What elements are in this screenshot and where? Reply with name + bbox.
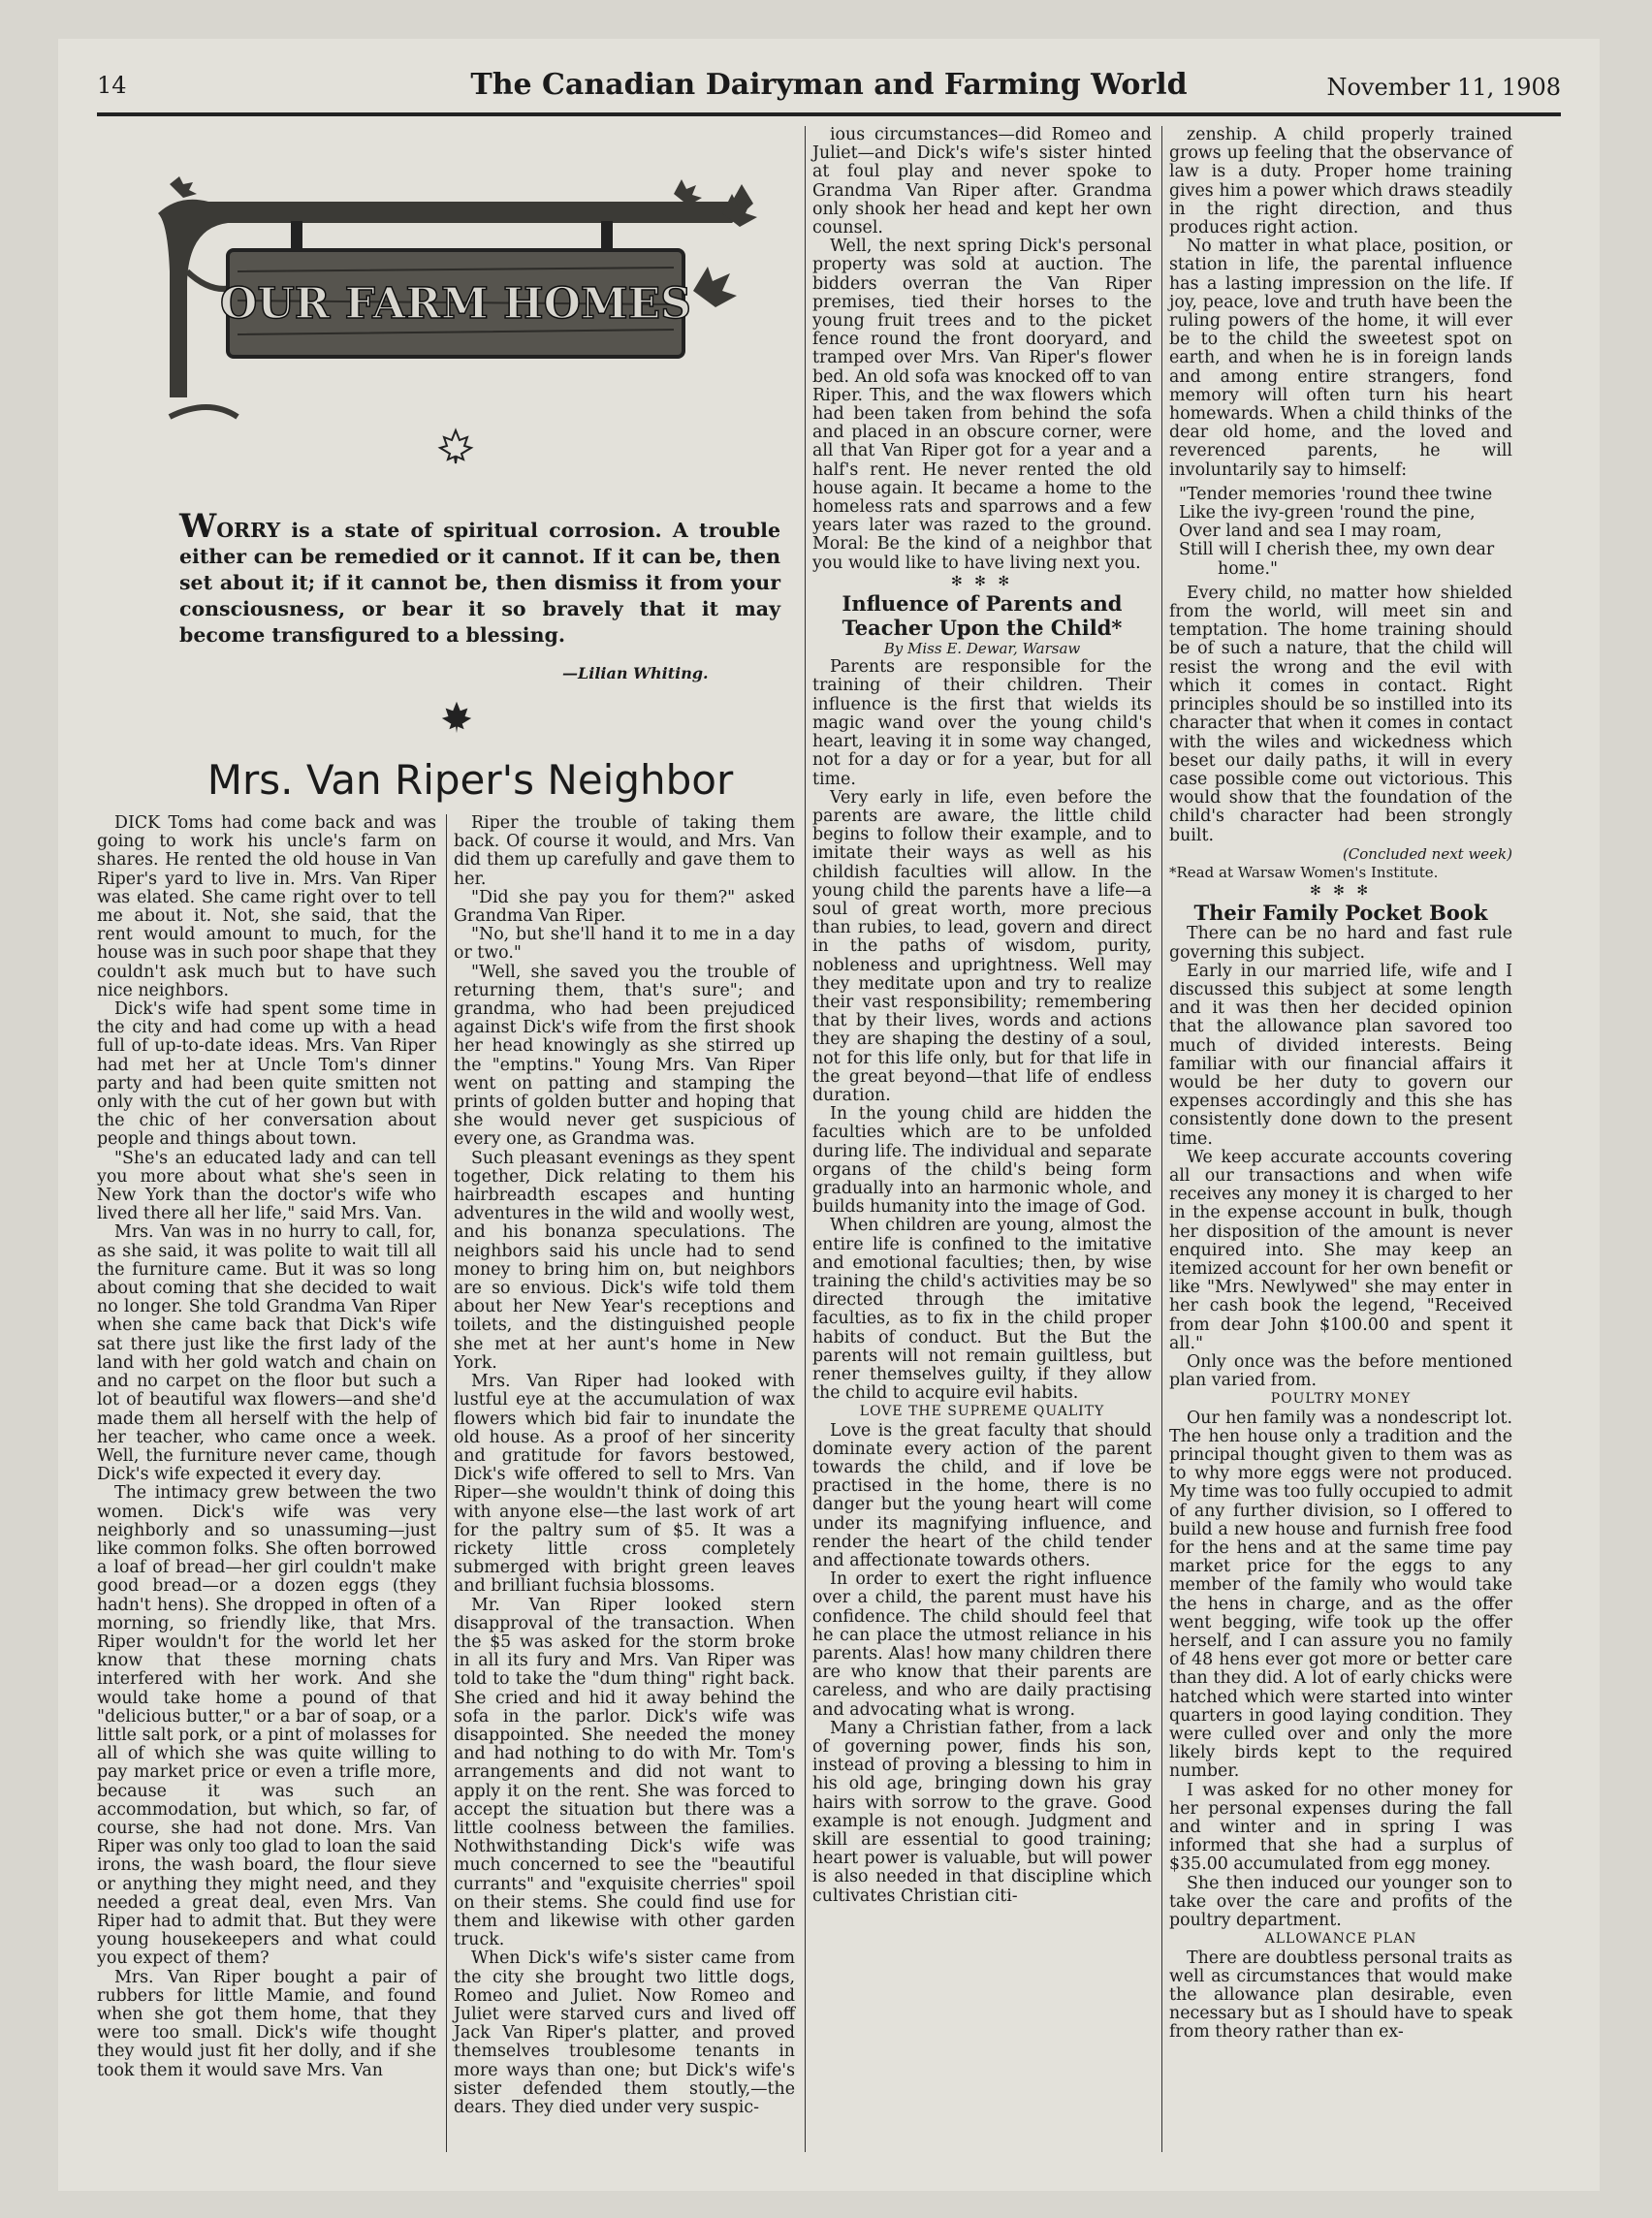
paragraph: DICK Toms had come back and was going to work his uncle's farm on shares. He rented the old house in Van Riper's yard to live in. Mrs. Van Riper was elated. She came right over to tell me about it. Not, she said, that the rent would amount to much, for the house was in such poor shape that they couldn't ask much but to have such nice neighbors. [97, 813, 436, 1000]
paragraph: "No, but she'll hand it to me in a day or two." [454, 925, 795, 964]
quote-attribution: —Lilian Whiting. [562, 664, 709, 682]
publication-title: The Canadian Dairyman and Farming World [470, 68, 1188, 102]
story-column-2 [454, 814, 795, 2117]
column-4 [1169, 126, 1512, 2043]
ornament-divider: ✻ ✻ ✻ [950, 573, 1014, 589]
newspaper-page [58, 39, 1600, 2191]
maple-leaf-icon-filled [438, 698, 475, 735]
column-rule [805, 126, 806, 2152]
paragraph: No matter in what place, position, or station in life, the parental influence has a lasting impression on the life. If joy, peace, love and truth have been the ruling powers of the home, it will ever be to the child the sweetest spot on earth, and when he is in foreign lands and among entire strangers, fond memory will often turn his heart homewards. When a child thinks of the dear old home, and the loved and reverenced parents, he will involuntarily say to himself: [1169, 237, 1512, 480]
paragraph: "She's an educated lady and can tell you more about what she's seen in New York than the doctor's wife who lived there all her life," said Mrs. Van. [97, 1148, 436, 1224]
paragraph: Riper the trouble of taking them back. Of course it would, and Mrs. Van did them up carefully and gave them to her. [454, 813, 795, 889]
paragraph: There can be no hard and fast rule governing this subject. [1169, 924, 1512, 963]
paragraph: Mrs. Van Riper bought a pair of rubbers for little Mamie, and found when she got them home, that they were too small. Dick's wife thought they would just fit her dolly, and if she took them it would save Mrs. Van [97, 1967, 436, 2080]
pocketbook-headline: Their Family Pocket Book [1193, 901, 1488, 926]
poem-line: home." [1218, 558, 1278, 579]
paragraph: When Dick's wife's sister came from the city she brought two little dogs, Romeo and Juliet. Now Romeo and Juliet were starved curs and lived off Jack Van Riper's platter, and proved themselves troublesome tenants in more ways than one; but Dick's wife's sister defended them stoutly,—the dears. They died under very suspic- [454, 1949, 795, 2118]
column-rule [446, 814, 447, 2152]
worry-quote [179, 507, 780, 649]
banner-text: OUR FARM HOMES [220, 279, 691, 329]
header-rule [97, 112, 1561, 116]
paragraph: In the young child are hidden the faculties which are to be unfolded during life. The individual and separate organs of the child's being form gradually into an harmonic whole, and builds humanity into the image of God. [812, 1104, 1152, 1218]
poem-line: Still will I cherish thee, my own dear [1179, 540, 1495, 560]
paragraph: Love is the great faculty that should dominate every action of the parent towards the child, and if love be practised in the home, there is no danger but the young heart will come under its magnifying influence, and render the heart of the child tender and affectionate towards others. [812, 1420, 1152, 1571]
paragraph: In order to exert the right influence over a child, the parent must have his confidence. The child should feel that he can place the utmost reliance in his parents. Alas! how many children there are who know that their parents are careless, and who are daily practising and advocating what is wrong. [812, 1569, 1152, 1720]
paragraph: She then induced our younger son to take over the care and profits of the poultry department. [1169, 1873, 1512, 1931]
issue-date: November 11, 1908 [1326, 74, 1561, 101]
paragraph: "Did she pay you for them?" asked Grandma Van Riper. [454, 887, 795, 927]
story-column-1 [97, 814, 436, 2080]
poem-line: Like the ivy-green 'round the pine, [1179, 503, 1476, 523]
ornament-divider: ✻ ✻ ✻ [1309, 883, 1373, 900]
paragraph: Well, the next spring Dick's personal property was sold at auction. The bidders overran the Van Riper premises, tied their horses to the young fruit trees and to the picket fence round the front dooryard, and tramped over Mrs. Van Riper's flower bed. An old sofa was knocked off to van Riper. This, and the wax flowers which had been taken from behind the sofa and placed in an obscure corner, were all that Van Riper got for a year and a half's rent. He never rented the old house again. It became a home to the homeless rats and sparrows and a few years later was razed to the ground. Moral: Be the kind of a neighbor that you would like to have living next you. [812, 237, 1152, 573]
page-header [97, 68, 1561, 111]
footnote: *Read at Warsaw Women's Institute. [1169, 863, 1439, 881]
poultry-subhead: POULTRY MONEY [1270, 1391, 1412, 1408]
quote-initial: W [179, 507, 217, 546]
paragraph: Mr. Van Riper looked stern disapproval of the transaction. When the $5 was asked for the storm broke in all its fury and Mrs. Van Riper was told to take the "dum thing" right back. She cried and hid it away behind the sofa in the parlor. Dick's wife was disappointed. She needed the money and had nothing to do with Mr. Tom's arrangements and did not want to apply it on the rent. She was forced to accept the situation but there was a little coolness between the families. Nothwithstanding Dick's wife was much concerned to see the "beautiful currants" and "exquisite cherries" spoil on their stems. She could find use for them and likewise with other garden truck. [454, 1595, 795, 1950]
paragraph: Our hen family was a nondescript lot. The hen house only a tradition and the principal thought given to them was as to why more eggs were not produced. My time was too fully occupied to admit of any further division, so I offered to build a new house and furnish free food for the hens and at the same time pay market price for the eggs to any member of the family who would take the hens in charge, and as the offer went begging, wife took up the offer herself, and I can assure you no family of 48 hens ever got more or better care than they did. A lot of early chicks were hatched which were started into winter quarters in good laying condition. They were culled over and only the more likely birds kept to the required number. [1169, 1408, 1512, 1782]
paragraph: The intimacy grew between the two women. Dick's wife was very neighborly and so unassuming—just like common folks. She often borrowed a loaf of bread—her girl couldn't make good bread—or a dozen eggs (they hadn't hens). She dropped in often of a morning, so friendly like, that Mrs. Riper wouldn't for the world let her know that these morning chats interfered with her work. And she would take home a pound of that "delicious butter," or a bar of soap, or a little salt pork, or a pint of molasses for all of which she was quite willing to pay market price or even a trifle more, because it was such an accommodation, but which, so far, of course, she had not done. Mrs. Van Riper was only too glad to loan the said irons, the wash board, the flour sieve or anything they might need, and they needed a great deal, even Mrs. Van Riper had to admit that. But they were young housekeepers and what could you expect of them? [97, 1483, 436, 1969]
poem-line: "Tender memories 'round thee twine [1179, 484, 1493, 504]
paragraph: zenship. A child properly trained grows up feeling that the observance of law is a duty. Proper home training gives him a power which draws steadily in the right direction, and thus produces right action. [1169, 125, 1512, 238]
paragraph: Dick's wife had spent some time in the city and had come up with a head full of up-to-date ideas. Mrs. Van Riper had met her at Uncle Tom's dinner party and had been quite smitten not only with the cut of her gown but with the chic of her conversation about people and things about town. [97, 999, 436, 1150]
paragraph: ious circumstances—did Romeo and Juliet—and Dick's wife's sister hinted at foul play and never spoke to Grandma Van Riper after. Grandma only shook her head and kept her own counsel. [812, 125, 1152, 238]
continued-note: (Concluded next week) [1342, 844, 1512, 863]
love-subhead: LOVE THE SUPREME QUALITY [859, 1404, 1105, 1420]
allowance-subhead: ALLOWANCE PLAN [1264, 1931, 1417, 1948]
column-rule [1161, 126, 1162, 2152]
paragraph: Very early in life, even before the parents are aware, the little child begins to follow their example, and to imitate their ways as well as his childish faculties will allow. In the young child the parents have a life—a soul of great worth, more precious than rubies, to lead, govern and direct in the paths of wisdom, purity, nobleness and uprightness. Well may they meditate upon and try to realize their vast responsibility; remembering that by their lives, words and actions they are shaping the destiny of a soul, not for this life only, but for that life in the great beyond—that life of endless duration. [812, 787, 1152, 1105]
our-farm-homes-banner [150, 174, 761, 427]
paragraph: When children are young, almost the entire life is confined to the imitative and emotional faculties; then, by wise training the child's activities may be so directed through the imitative faculties, as to fix in the child proper habits of conduct. But the But the parents will not remain guiltless, but rener themselves guilty, if they allow the child to acquire evil habits. [812, 1216, 1152, 1404]
story-title: Mrs. Van Riper's Neighbor [206, 756, 734, 804]
column-3 [812, 126, 1152, 1906]
paragraph: Many a Christian father, from a lack of governing power, finds his son, instead of proving a blessing to him in his old age, bringing down his gray hairs with sorrow to the grave. Good example is not enough. Judgment and skill are essential to good training; heart power is valuable, but will power is also needed in that discipline which cultivates Christian citi- [812, 1718, 1152, 1906]
paragraph: "Well, she saved you the trouble of returning them, that's sure"; and grandma, who had been prejudiced against Dick's wife from the first shook her head knowingly as she stirred up the "emptins." Young Mrs. Van Riper went on patting and stamping the prints of golden butter and hoping that she would never get suspicious of every one, as Grandma was. [454, 962, 795, 1150]
paragraph: There are doubtless personal traits as well as circumstances that would make the allowance plan desirable, even necessary but as I should have to speak from theory rather than ex- [1169, 1948, 1512, 2043]
paragraph: Mrs. Van was in no hurry to call, for, as she said, it was polite to wait till all the furniture came. But it was so long about coming that she decided to wait no longer. She told Grandma Van Riper when she came back that Dick's wife sat there just like the first lady of the land with her gold watch and chain on and no carpet on the floor but such a lot of beautiful wax flowers—and she'd made them all herself with the help of her teacher, who came once a week. Well, the furniture never came, though Dick's wife expected it every day. [97, 1222, 436, 1485]
page-number: 14 [97, 72, 127, 99]
paragraph: Only once was the before mentioned plan varied from. [1169, 1352, 1512, 1391]
maple-leaf-icon [436, 427, 475, 465]
paragraph: I was asked for no other money for her personal expenses during the fall and winter and in spring I was informed that she had a surplus of $35.00 accumulated from egg money. [1169, 1780, 1512, 1875]
influence-byline: By Miss E. Dewar, Warsaw [883, 640, 1081, 658]
poem-line: Over land and sea I may roam, [1179, 522, 1443, 542]
influence-headline: Influence of Parents and Teacher Upon the Child* [842, 591, 1123, 641]
paragraph: We keep accurate accounts covering all our transactions and when wife receives any money it is charged to her in the expense account in bulk, though her disposition of the amount is never enquired into. She may keep an itemized account for her own benefit or like "Mrs. Newlywed" she may enter in her cash book the legend, "Received from dear John $100.00 and spent it all." [1169, 1147, 1512, 1353]
paragraph: Early in our married life, wife and I discussed this subject at some length and it was then her decided opinion that the allowance plan savored too much of divided interests. Being familiar with our financial affairs it would be her duty to govern our expenses accordingly and this she has consistently done down to the present time. [1169, 961, 1512, 1149]
paragraph: Parents are responsible for the training of their children. Their influence is the first that wields its magic wand over the young child's heart, leaving it in some way changed, not for a day or for a year, but for all time. [812, 657, 1152, 789]
poem [1179, 486, 1512, 579]
quote-text: ORRY is a state of spiritual corrosion. A trouble either can be remedied or it cannot. If it can be, then set about it; if it cannot be, then dismiss it from your consciousness, or bear it so bravely that it may become transfigured to a blessing. [179, 519, 780, 647]
paragraph: Such pleasant evenings as they spent together, Dick relating to them his hairbreadth escapes and hunting adventures in the wild and woolly west, and his bonanza speculations. The neighbors said his uncle had to send money to bring him on, but neighbors are so envious. Dick's wife told them about her New Year's receptions and toilets, and the distinguished people she met at her aunt's home in New York. [454, 1148, 795, 1373]
paragraph: Every child, no matter how shielded from the world, will meet sin and temptation. The home training should be of such a nature, that the child will resist the wrong and the evil with which it comes in contact. Right principles should be so instilled into its character that when it comes in contact with the wiles and wickedness which beset our daily paths, it will in every case possible come out victorious. This would show that the foundation of the child's character had been strongly built. [1169, 583, 1512, 845]
paragraph: Mrs. Van Riper had looked with lustful eye at the accumulation of wax flowers which bid fair to inundate the old house. As a proof of her sincerity and gratitude for favors bestowed, Dick's wife offered to sell to Mrs. Van Riper—she wouldn't think of doing this with anyone else—the last work of art for the paltry sum of $5. It was a rickety little cross completely submerged with bright green leaves and brilliant fuchsia blossoms. [454, 1372, 795, 1597]
